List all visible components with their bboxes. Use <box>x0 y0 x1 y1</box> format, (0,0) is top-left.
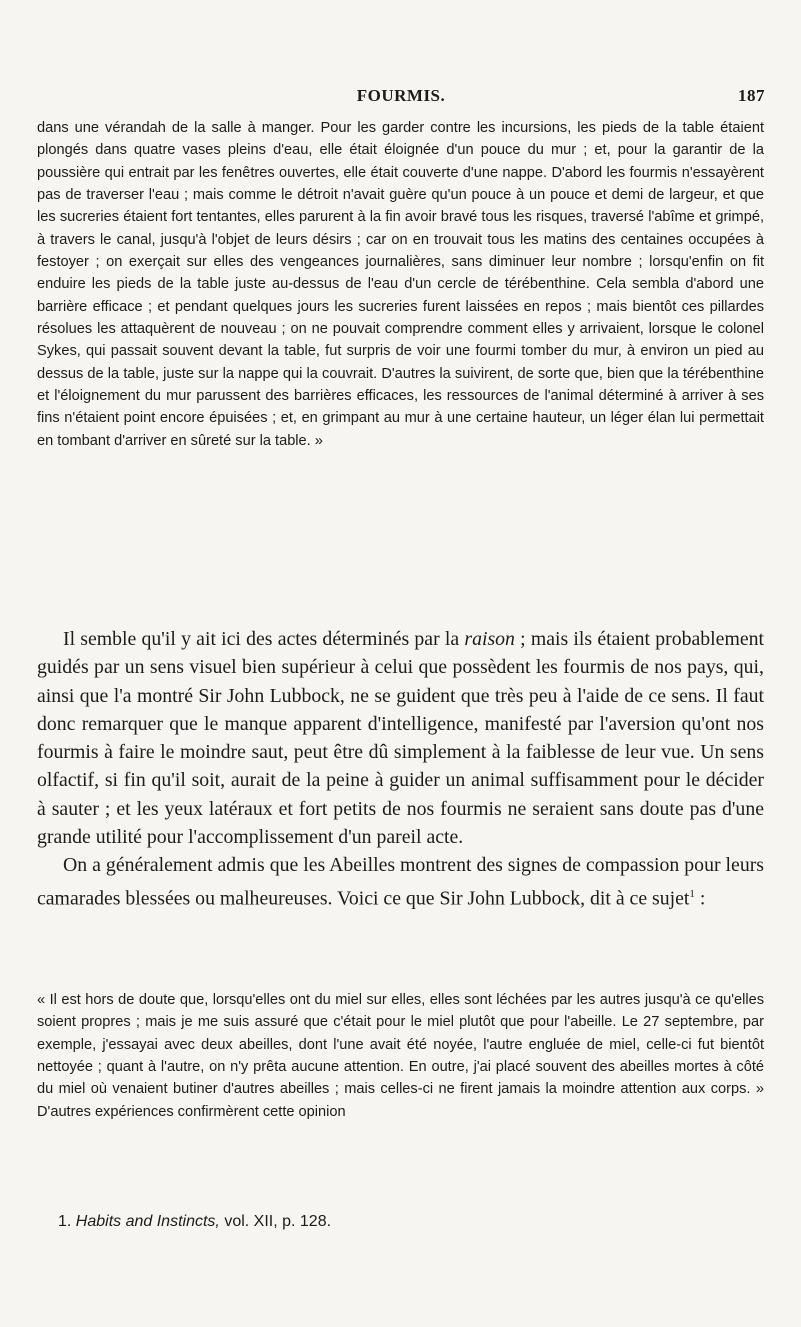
paragraph-1-italic: raison <box>464 628 515 650</box>
page-title: FOURMIS. <box>356 86 446 105</box>
running-head <box>37 86 765 112</box>
footnote-rest: vol. XII, p. 128. <box>219 1213 332 1230</box>
footnote-title: Habits and Instincts, <box>75 1213 220 1230</box>
paragraph-1-text-a: Il semble qu'il y ait ici des actes déterminés par la <box>63 628 465 650</box>
footnote-number: 1. <box>58 1213 72 1230</box>
paragraph-2-text: On a généralement admis que les Abeilles montrent des signes de compassion pour leurs camarades blessées ou malheureuses. Voici ce que Sir John Lubbock, dit à ce sujet <box>37 854 764 910</box>
page-number: 187 <box>738 86 765 105</box>
quoted-paragraph-bottom: « Il est hors de doute que, lorsqu'elles ont du miel sur elles, elles sont léchées par les autres jusqu'à ce qu'elles soient propres ; mais je me suis assuré que c'était pour le miel plutôt que pour l'abeille. Le 27 septembre, par exemple, j'essayai avec deux abeilles, dont l'une avait été noyée, l'autre engluée de miel, celle-ci fut bientôt nettoyée ; quant à l'autre, on n'y prêta aucune attention. En outre, j'ai placé souvent des abeilles mortes à côté du miel où venaient butiner d'autres abeilles ; mais celles-ci ne firent jamais la moindre attention aux corps. » D'autres expériences confirmèrent cette opinion <box>37 992 764 1120</box>
paragraph-1-text-b: ; mais ils étaient probablement guidés par un sens visuel bien supérieur à celui que possèdent les fourmis de nos pays, qui, ainsi que l'a montré Sir John Lubbock, ne se guident que très peu à l'aide de ce sens. Il faut donc remarquer que le manque apparent d'intelligence, manifesté par l'aversion qu'ont nos fourmis à faire le moindre saut, peut être dû simplement à la faiblesse de leur vue. Un sens olfactif, si fin qu'il soit, aurait de la peine à guider un animal suffisamment pour le décider à sauter ; et les yeux latéraux et fort petits de nos fourmis ne seraient sans doute pas d'une grande utilité pour l'accomplissement d'un pareil acte. <box>37 628 765 849</box>
main-text <box>37 625 764 913</box>
paragraph-2-end: : <box>694 887 706 910</box>
quoted-paragraph-top: dans une vérandah de la salle à manger. Pour les garder contre les incursions, les pieds de la table étaient plongés dans quatre vases pleins d'eau, elle était éloignée d'un pouce du mur ; et, pour la garantir de la poussière qui entrait par les fenêtres ouvertes, elle était couverte d'une nappe. D'abord les fourmis n'essayèrent pas de traverser l'eau ; mais comme le détroit n'avait guère qu'un pouce à un pouce et demi de largeur, et que les sucreries étaient fort tentantes, elles parurent à la fin avoir bravé tous les risques, traversé l'abîme et grimpé, à travers le canal, jusqu'à l'objet de leurs désirs ; car on en trouvait tous les matins des centaines occupées à festoyer ; on exerçait sur elles des vengeances journalières, sans diminuer leur nombre ; lorsqu'enfin on fit enduire les pieds de la table juste au-dessus de l'eau d'un cercle de térébenthine. Cela sembla d'abord une barrière efficace ; et pendant quelques jours les sucreries furent laissées en repos ; mais bientôt ces pillardes résolues les attaquèrent de nouveau ; on ne pouvait comprendre comment elles y arrivaient, lorsque le colonel Sykes, qui passait souvent devant la table, fut surpris de voir une fourmi tomber du mur, à environ un pied au dessus de la table, juste sur la nappe qui la couvrait. D'autres la suivirent, de sorte que, bien que la térébenthine et l'éloignement du mur parussent des barrières efficaces, les ressources de l'animal déterminé à arriver à ses fins n'étaient point encore épuisées ; et, en grimpant au mur à une certaine hauteur, un léger élan lui permettait en tombant d'arriver en sûreté sur la table. » <box>37 120 764 449</box>
paragraph-1 <box>37 625 764 851</box>
footnote-reference: 1 <box>689 887 695 900</box>
footnote <box>58 1213 331 1231</box>
paragraph-2 <box>37 851 764 912</box>
